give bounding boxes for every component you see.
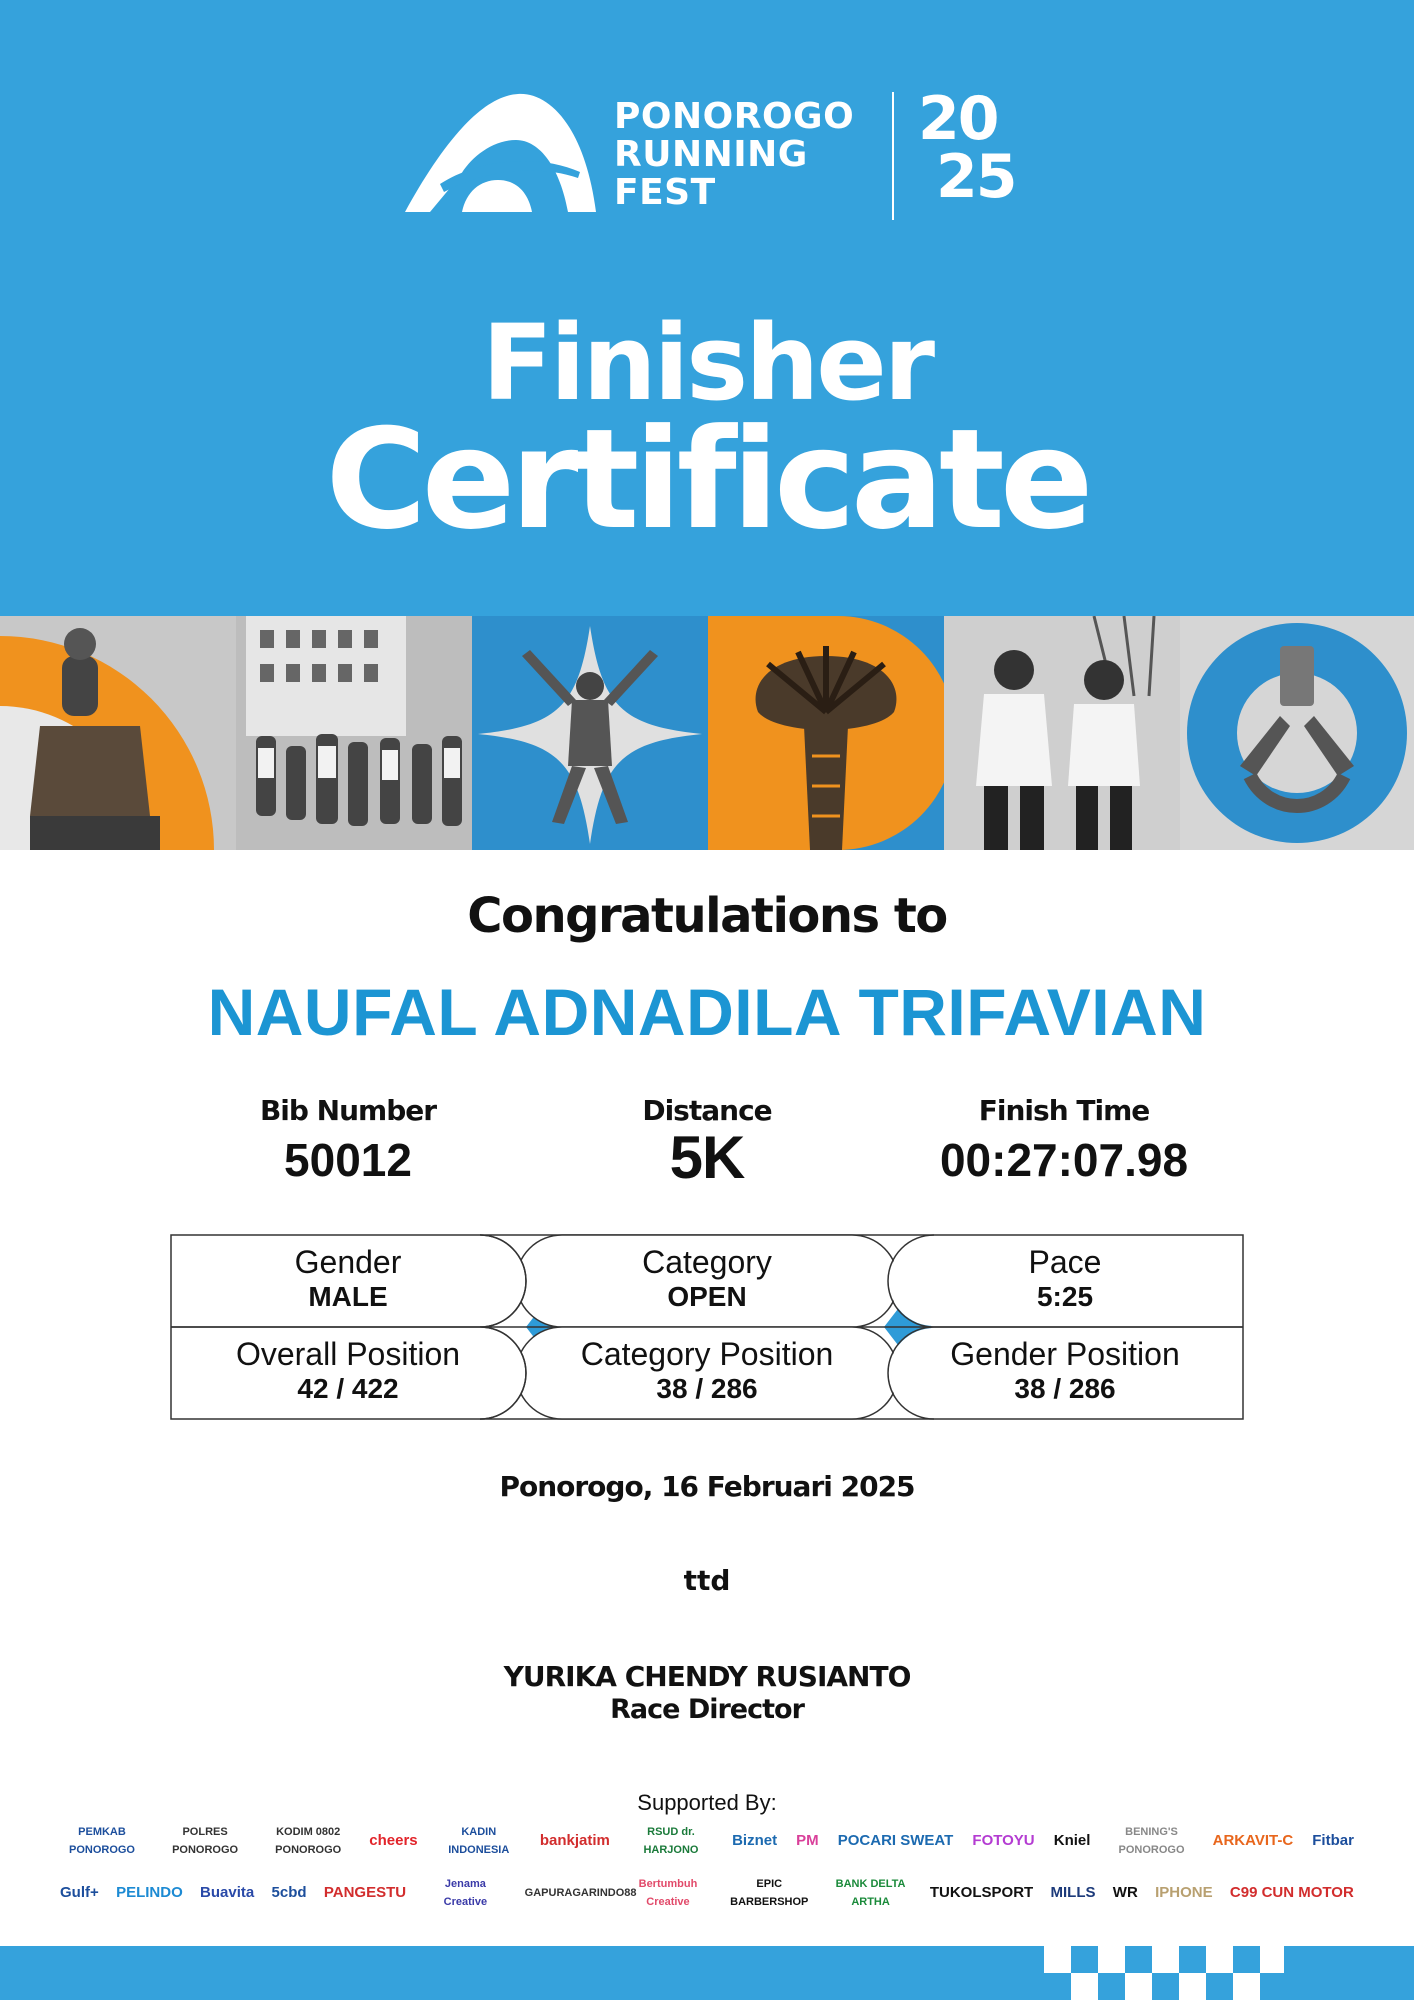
race-director-name: YURIKA CHENDY RUSIANTO [503, 1660, 911, 1693]
bib-number-label: Bib Number [259, 1094, 437, 1127]
sponsor-logos-row-2 [60, 1872, 1354, 1914]
photo-panel-monument [708, 616, 944, 850]
signature-mark: ttd [683, 1564, 731, 1597]
distance-stat [527, 1094, 887, 1192]
sponsor-logo: PM [796, 1832, 819, 1849]
year-bottom: 25 [936, 142, 1016, 212]
bib-number-value: 50012 [284, 1134, 412, 1186]
gender-value: MALE [308, 1281, 388, 1312]
overall-position-label: Overall Position [235, 1336, 461, 1372]
distance-value: 5K [669, 1124, 745, 1191]
sponsor-logo: Fitbar [1312, 1832, 1354, 1849]
sponsor-logo: TUKOLSPORT [929, 1884, 1034, 1901]
sponsor-logo: POLRES PONOROGO [172, 1826, 239, 1856]
sponsor-logo: C99 CUN MOTOR [1229, 1884, 1354, 1901]
sponsor-logo: POCARI SWEAT [837, 1832, 954, 1849]
photo-panel-trophy [1180, 616, 1414, 850]
certificate-title-line1: Finisher [481, 302, 933, 424]
gender-cell [170, 1244, 526, 1314]
result-details-grid [170, 1234, 1244, 1420]
finish-time-stat [884, 1094, 1244, 1187]
pace-label: Pace [1028, 1244, 1102, 1280]
photo-panel-statue [0, 616, 236, 850]
sponsor-logo: IPHONE [1155, 1884, 1213, 1901]
gender-position-value: 38 / 286 [1014, 1373, 1116, 1404]
event-year [918, 84, 1016, 212]
place-and-date: Ponorogo, 16 Februari 2025 [499, 1470, 915, 1503]
sponsor-logo: 5cbd [271, 1884, 307, 1901]
overall-position-value: 42 / 422 [297, 1373, 399, 1404]
event-logo [400, 84, 1020, 228]
bib-number-stat [168, 1094, 528, 1187]
category-position-label: Category Position [580, 1336, 834, 1372]
sponsor-logo: BENING'S PONOROGO [1118, 1826, 1185, 1856]
sponsor-logo: ARKAVIT-C [1212, 1832, 1294, 1849]
photo-panel-women-runners [944, 616, 1180, 850]
sponsor-logo: PEMKAB PONOROGO [68, 1826, 135, 1856]
overall-position-cell [170, 1336, 526, 1406]
sponsor-logo: KADIN INDONESIA [448, 1826, 510, 1856]
certificate-title-line2: Certificate [325, 399, 1089, 560]
logo-line-3: FEST [614, 172, 716, 213]
finish-time-label: Finish Time [978, 1094, 1150, 1127]
category-value: OPEN [667, 1281, 747, 1312]
congratulations-heading: Congratulations to [467, 888, 947, 944]
sponsor-logo: Buavita [200, 1884, 255, 1901]
sponsor-logo: Biznet [732, 1832, 778, 1849]
photo-panel-runners [236, 616, 472, 850]
event-logo-mark-icon [400, 88, 600, 218]
sponsor-logo: FOTOYU [972, 1832, 1035, 1849]
category-position-cell [529, 1336, 885, 1406]
logo-line-1: PONOROGO [614, 96, 855, 137]
runner-name: NAUFAL ADNADILA TRIFAVIAN [207, 975, 1207, 1049]
sponsor-logo: RSUD dr. HARJONO [643, 1826, 699, 1856]
logo-line-2: RUNNING [614, 134, 808, 175]
photo-panel-dancer [472, 616, 708, 850]
category-label: Category [642, 1244, 772, 1280]
pace-value: 5:25 [1036, 1281, 1094, 1312]
pace-cell [887, 1244, 1243, 1314]
sponsor-logo: cheers [369, 1832, 418, 1849]
distance-label: Distance [642, 1094, 772, 1127]
sponsor-logo: BANK DELTA ARTHA [835, 1878, 906, 1908]
race-director-role: Race Director [610, 1694, 804, 1725]
sponsor-logo: bankjatim [539, 1832, 610, 1849]
sponsor-logo: MILLS [1050, 1884, 1096, 1901]
gender-label: Gender [294, 1244, 402, 1280]
category-cell [529, 1244, 885, 1314]
certificate-header [0, 0, 1414, 616]
sponsor-logos-row-1 [60, 1820, 1354, 1862]
sponsor-logo: EPIC BARBERSHOP [730, 1878, 809, 1908]
sponsor-logo: PELINDO [116, 1884, 183, 1901]
photo-collage-strip [0, 616, 1414, 850]
sponsor-logo: GAPURAGARINDO88 [524, 1887, 637, 1899]
gender-position-label: Gender Position [950, 1336, 1180, 1372]
event-logo-text [614, 98, 854, 212]
supported-by-label: Supported By: [637, 1790, 777, 1815]
gender-position-cell [887, 1336, 1243, 1406]
sponsor-logo: Kniel [1053, 1832, 1091, 1849]
checkered-flag-pattern [1044, 1946, 1284, 2000]
sponsor-logo: PANGESTU [323, 1884, 407, 1901]
sponsor-logo: Gulf+ [60, 1884, 99, 1901]
logo-divider [892, 92, 894, 220]
sponsor-logo: Bertumbuh Creative [638, 1878, 698, 1908]
sponsor-logo: Jenama Creative [443, 1878, 488, 1908]
sponsor-logo: WR [1112, 1884, 1138, 1901]
category-position-value: 38 / 286 [656, 1373, 758, 1404]
sponsor-logo: KODIM 0802 PONOROGO [275, 1826, 342, 1856]
finish-time-value: 00:27:07.98 [939, 1134, 1189, 1186]
year-top: 20 [918, 84, 998, 154]
